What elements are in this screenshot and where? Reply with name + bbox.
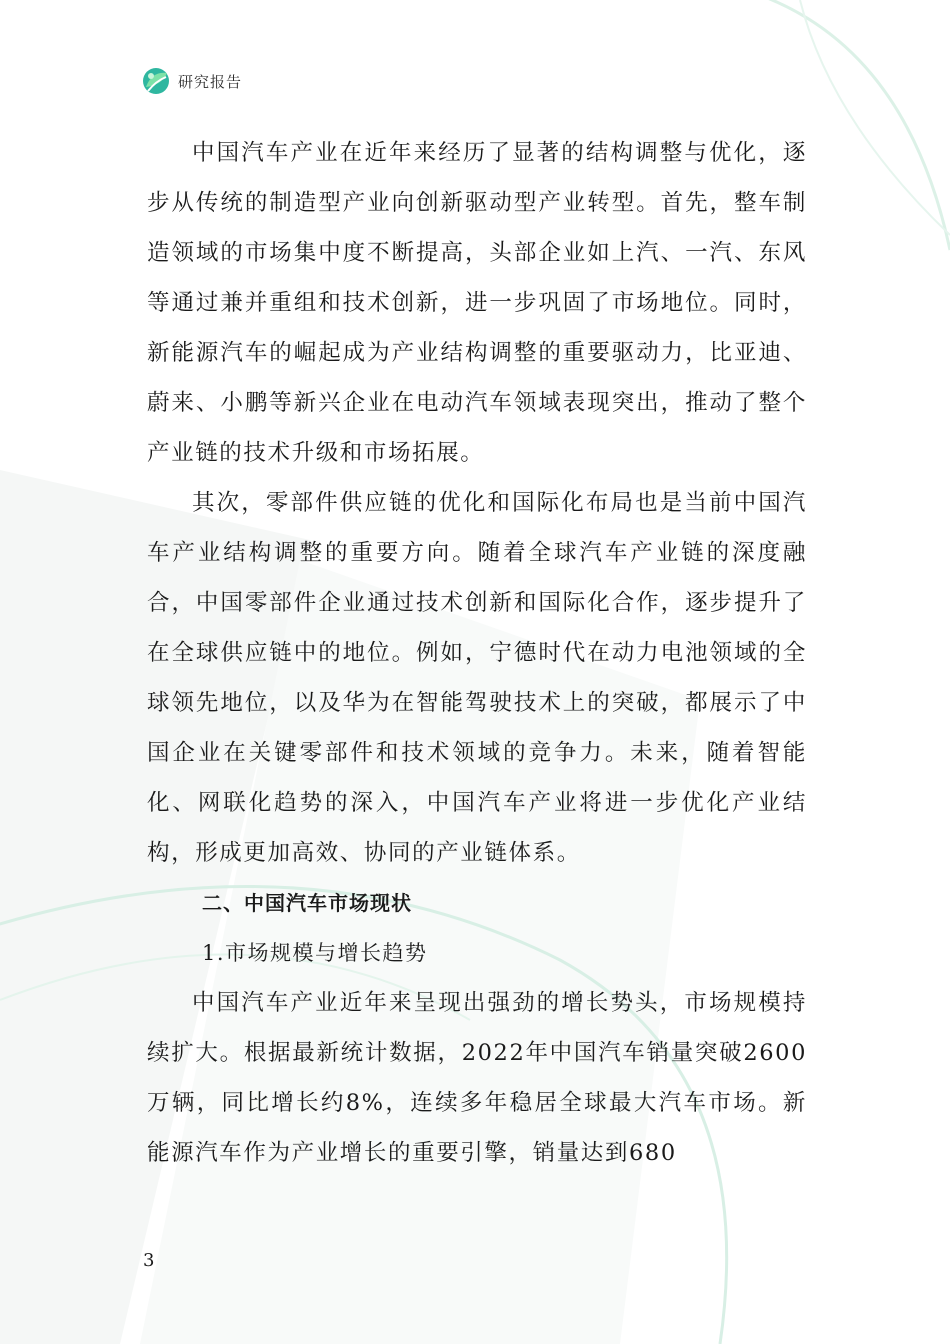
- document-body: [147, 128, 807, 1178]
- report-header: [142, 66, 242, 96]
- paragraph-market-size: 中国汽车产业近年来呈现出强劲的增长势头，市场规模持续扩大。根据最新统计数据，2022年中国汽车销量突破2600万辆，同比增长约8%，连续多年稳居全球最大汽车市场。新能源汽车作为产业增长的重要引擎，销量达到680: [147, 990, 807, 1166]
- paragraph-industry-structure: 中国汽车产业在近年来经历了显著的结构调整与优化，逐步从传统的制造型产业向创新驱动型产业转型。首先，整车制造领域的市场集中度不断提高，头部企业如上汽、一汽、东风等通过兼并重组和技术创新，进一步巩固了市场地位。同时，新能源汽车的崛起成为产业结构调整的重要驱动力，比亚迪、蔚来、小鹏等新兴企业在电动汽车领域表现突出，推动了整个产业链的技术升级和市场拓展。: [147, 140, 807, 466]
- page-number: 3: [143, 1250, 155, 1271]
- paragraph-supply-chain: 其次，零部件供应链的优化和国际化布局也是当前中国汽车产业结构调整的重要方向。随着全球汽车产业链的深度融合，中国零部件企业通过技术创新和国际化合作，逐步提升了在全球供应链中的地位。例如，宁德时代在动力电池领域的全球领先地位，以及华为在智能驾驶技术上的突破，都展示了中国企业在关键零部件和技术领域的竞争力。未来，随着智能化、网联化趋势的深入，中国汽车产业将进一步优化产业结构，形成更加高效、协同的产业链体系。: [147, 490, 807, 866]
- section-heading: 二、中国汽车市场现状: [202, 891, 412, 915]
- sub-heading: 1.市场规模与增长趋势: [202, 941, 428, 965]
- header-title: 研究报告: [178, 72, 243, 91]
- decor-arc-top: [800, 0, 950, 235]
- green-leaf-logo-icon: [142, 67, 170, 95]
